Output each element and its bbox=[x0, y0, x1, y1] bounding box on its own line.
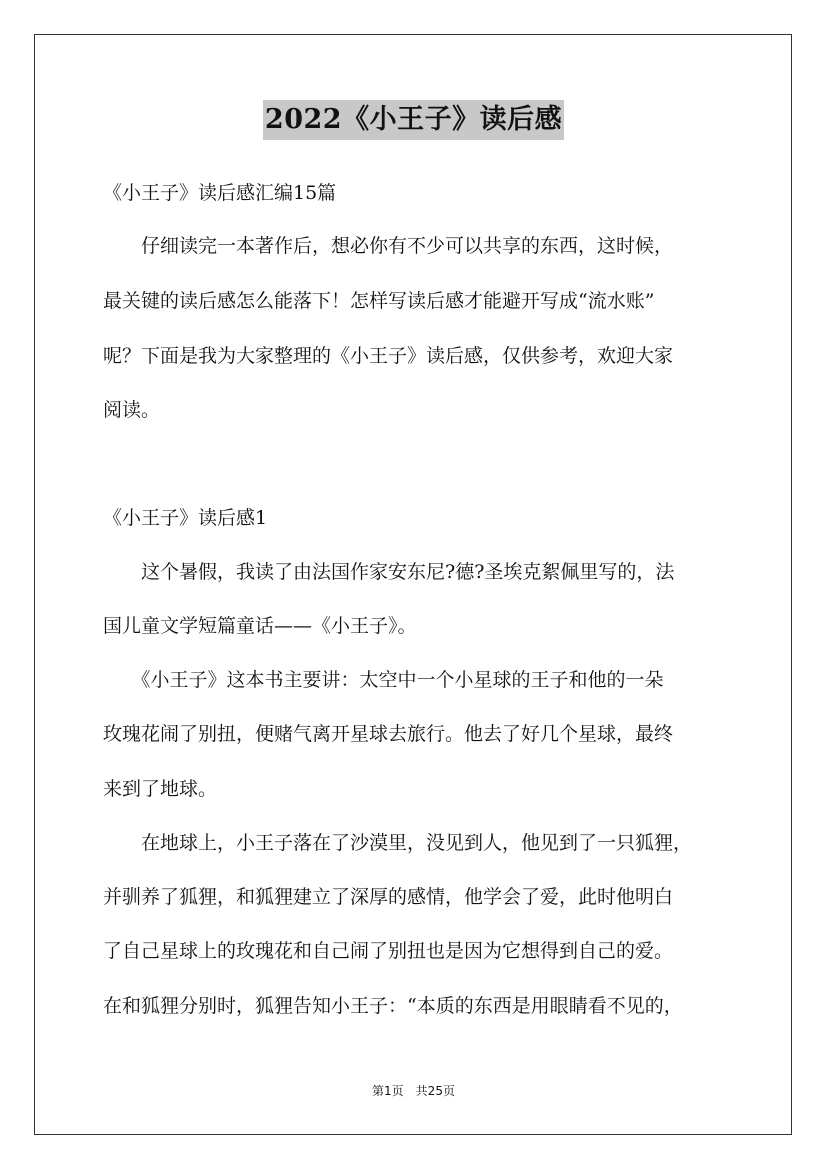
body-line: 国儿童文学短篇童话——《小王子》。 bbox=[103, 615, 417, 637]
body-line: 在地球上，小王子落在了沙漠里，没见到人，他见到了一只狐狸， bbox=[103, 832, 693, 854]
body-line: 在和狐狸分别时，狐狸告知小王子：“本质的东西是用眼睛看不见的， bbox=[103, 995, 683, 1017]
body-line: 这个暑假，我读了由法国作家安东尼?德?圣埃克絮佩里写的，法 bbox=[103, 561, 675, 583]
page-footer: 第1页 共25页 bbox=[372, 1084, 455, 1098]
title-container bbox=[0, 100, 827, 140]
body-line: 来到了地球。 bbox=[103, 778, 218, 800]
body-line: 并驯养了狐狸，和狐狸建立了深厚的感情，他学会了爱，此时他明白 bbox=[103, 886, 674, 908]
body-line: 呢？下面是我为大家整理的《小王子》读后感，仅供参考，欢迎大家 bbox=[103, 345, 674, 367]
body-line: 阅读。 bbox=[103, 399, 161, 421]
body-line: 最关键的读后感怎么能落下！怎样写读后感才能避开写成“流水账” bbox=[103, 290, 655, 312]
subtitle-line: 《小王子》读后感汇编15篇 bbox=[103, 182, 337, 204]
body-line: 仔细读完一本著作后，想必你有不少可以共享的东西，这时候， bbox=[103, 235, 674, 257]
section-heading: 《小王子》读后感1 bbox=[103, 507, 268, 529]
body-line: 《小王子》这本书主要讲：太空中一个小星球的王子和他的一朵 bbox=[103, 669, 664, 691]
document-title: 2022《小王子》读后感 bbox=[263, 100, 564, 140]
body-line: 了自己星球上的玫瑰花和自己闹了别扭也是因为它想得到自己的爱。 bbox=[103, 940, 674, 962]
body-line: 玫瑰花闹了别扭，便赌气离开星球去旅行。他去了好几个星球，最终 bbox=[103, 723, 674, 745]
